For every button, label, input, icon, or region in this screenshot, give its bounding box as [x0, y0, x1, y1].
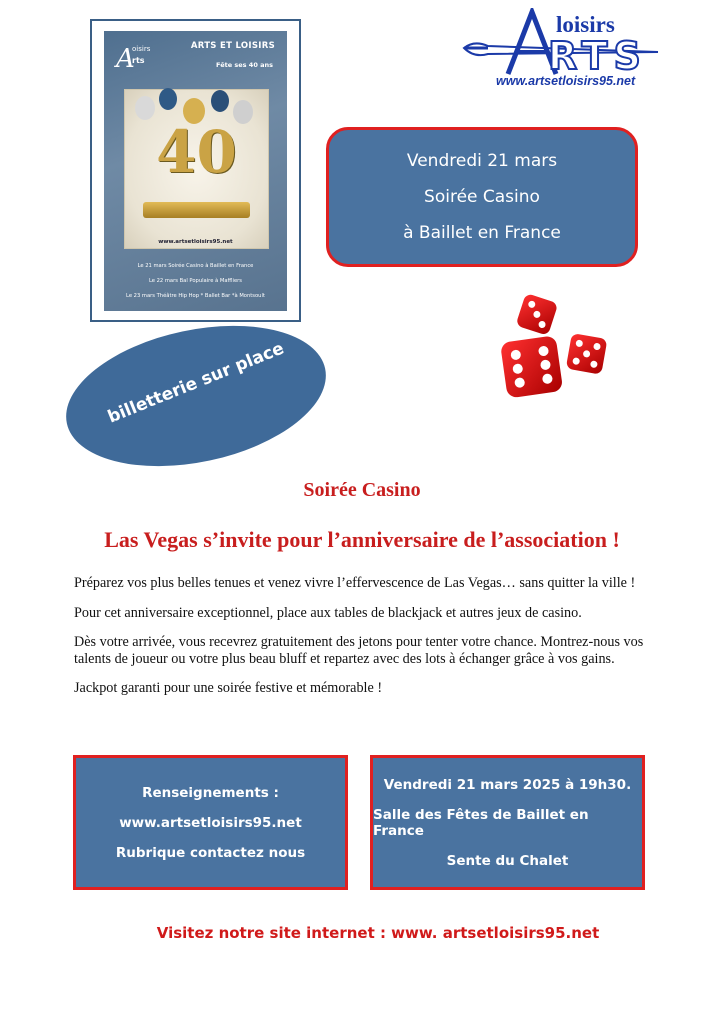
- poster-line: Le 23 mars Théâtre Hip Hop * Ballet Bar *à Montsoult: [126, 293, 265, 299]
- page-subtitle: Las Vegas s’invite pour l’anniversaire de l’association !: [104, 527, 620, 552]
- poster-subtitle: Fête ses 40 ans: [216, 61, 273, 69]
- event-datetime: Vendredi 21 mars 2025 à 19h30.: [383, 776, 632, 793]
- billetterie-text: billetterie sur place: [104, 338, 288, 428]
- paragraph: Dès votre arrivée, vous recevrez gratuitement des jetons pour tenter votre chance. Montrez-nous vos talents de joueur ou votre plus beau bluff et repartez avec des lots à échanger grâce à vos gains.: [74, 634, 644, 667]
- paragraph: Préparez vos plus belles tenues et venez vivre l’effervescence de Las Vegas… sans quitter la ville !: [74, 575, 636, 591]
- contact-label: Renseignements :: [142, 784, 279, 801]
- svg-text:rts: rts: [132, 56, 145, 65]
- dice-icon: [496, 285, 636, 425]
- body-text: [74, 575, 664, 710]
- event-poster: [90, 19, 301, 322]
- svg-text:oisirs: oisirs: [132, 45, 151, 53]
- poster-artwork: [104, 31, 287, 311]
- logo-site-text: www.artsetloisirs95.net: [496, 74, 636, 88]
- event-venue: Salle des Fêtes de Baillet en France: [373, 806, 589, 839]
- poster-line: Le 21 mars Soirée Casino à Baillet en France: [137, 263, 254, 269]
- poster-number: 40: [156, 118, 237, 186]
- event-details-box: [370, 755, 645, 890]
- poster-line: Le 22 mars Bal Populaire à Maffliers: [148, 278, 243, 284]
- svg-text:A: A: [116, 44, 135, 71]
- poster-ribbon: [143, 202, 250, 218]
- contact-info-box: [73, 755, 348, 890]
- arts-loisirs-logo: [462, 8, 662, 90]
- poster-logo-icon: [112, 39, 156, 71]
- contact-site: www.artsetloisirs95.net: [119, 814, 302, 831]
- event-title: Soirée Casino: [424, 187, 540, 207]
- paragraph: Pour cet anniversaire exceptionnel, place aux tables de blackjack et autres jeux de casino.: [74, 604, 582, 621]
- event-location: à Baillet en France: [403, 223, 561, 243]
- event-box: [326, 127, 638, 267]
- event-address: Sente du Chalet: [446, 852, 569, 869]
- paragraph: Jackpot garanti pour une soirée festive et mémorable !: [74, 680, 383, 696]
- page-title: Soirée Casino: [303, 479, 421, 501]
- poster-title: ARTS ET LOISIRS: [190, 41, 275, 51]
- poster-frame: [124, 89, 269, 249]
- logo-loisirs-text: loisirs: [556, 12, 615, 37]
- logo-arts-text: RTS: [548, 34, 647, 78]
- event-date: Vendredi 21 mars: [406, 151, 558, 171]
- poster-site: www.artsetloisirs95.net: [158, 239, 233, 245]
- contact-rubrique: Rubrique contactez nous: [115, 844, 306, 861]
- footer-link: Visitez notre site internet : www. artsetloisirs95.net: [156, 924, 600, 942]
